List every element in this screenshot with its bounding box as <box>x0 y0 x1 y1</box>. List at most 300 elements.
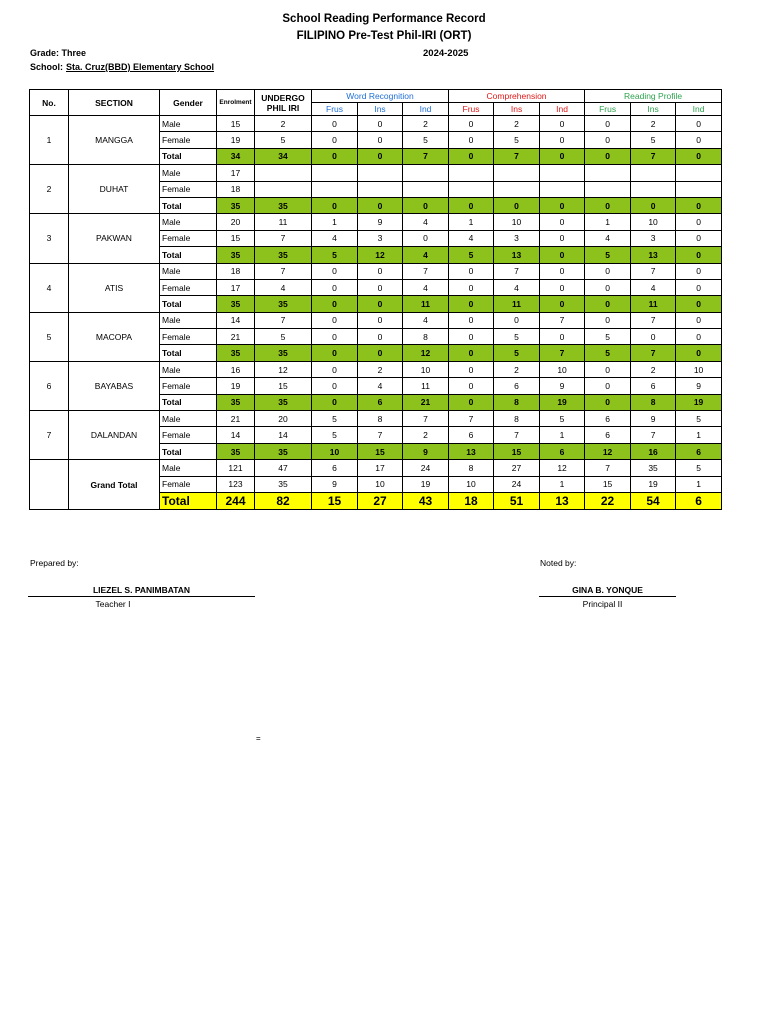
gender-cell: Female <box>160 181 217 197</box>
value-cell: 10 <box>449 476 494 492</box>
header-wr-ins: Ins <box>358 103 403 116</box>
value-cell: 7 <box>358 427 403 443</box>
value-cell: 14 <box>217 312 255 328</box>
value-cell: 4 <box>403 312 449 328</box>
value-cell: 0 <box>585 312 631 328</box>
value-cell: 0 <box>449 329 494 345</box>
value-cell: 22 <box>585 492 631 509</box>
section-name: BAYABAS <box>69 361 160 410</box>
value-cell: 11 <box>494 296 540 312</box>
value-cell <box>449 181 494 197</box>
value-cell: 5 <box>312 427 358 443</box>
school-line <box>30 62 214 72</box>
prepared-by-role: Teacher I <box>95 599 131 609</box>
value-cell: 14 <box>255 427 312 443</box>
value-cell: 0 <box>312 312 358 328</box>
value-cell: 2 <box>631 361 676 377</box>
reading-record-table <box>29 89 722 510</box>
value-cell: 20 <box>255 411 312 427</box>
value-cell: 5 <box>449 247 494 263</box>
value-cell: 35 <box>255 296 312 312</box>
value-cell: 27 <box>358 492 403 509</box>
report-subtitle: FILIPINO Pre-Test Phil-IRI (ORT) <box>296 30 472 42</box>
value-cell: 1 <box>449 214 494 230</box>
value-cell: 0 <box>585 296 631 312</box>
value-cell: 11 <box>403 378 449 394</box>
section-name: MANGGA <box>69 116 160 165</box>
value-cell: 0 <box>540 263 585 279</box>
value-cell: 19 <box>217 378 255 394</box>
value-cell: 0 <box>540 230 585 246</box>
header-gender: Gender <box>160 90 217 116</box>
gender-cell: Female <box>160 279 217 295</box>
value-cell: 35 <box>217 394 255 410</box>
value-cell <box>403 181 449 197</box>
value-cell: 15 <box>217 116 255 132</box>
value-cell: 8 <box>494 411 540 427</box>
value-cell: 0 <box>358 279 403 295</box>
value-cell: 21 <box>403 394 449 410</box>
value-cell: 1 <box>540 427 585 443</box>
value-cell: 0 <box>494 312 540 328</box>
value-cell: 0 <box>449 263 494 279</box>
value-cell: 0 <box>358 116 403 132</box>
value-cell: 5 <box>312 247 358 263</box>
value-cell: 14 <box>217 427 255 443</box>
value-cell: 21 <box>217 329 255 345</box>
value-cell: 0 <box>631 197 676 213</box>
section-number: 1 <box>30 116 69 165</box>
value-cell: 18 <box>449 492 494 509</box>
value-cell: 0 <box>676 148 722 164</box>
value-cell: 15 <box>358 443 403 459</box>
value-cell: 8 <box>494 394 540 410</box>
school-name: Sta. Cruz(BBD) Elementary School <box>66 62 215 72</box>
value-cell: 35 <box>255 247 312 263</box>
value-cell: 4 <box>494 279 540 295</box>
value-cell: 15 <box>494 443 540 459</box>
value-cell: 35 <box>217 247 255 263</box>
value-cell: 0 <box>676 263 722 279</box>
value-cell: 0 <box>449 197 494 213</box>
school-label: School: <box>30 62 63 72</box>
value-cell: 0 <box>312 329 358 345</box>
value-cell: 6 <box>585 411 631 427</box>
value-cell: 3 <box>358 230 403 246</box>
header-word-recognition: Word Recognition <box>312 90 449 103</box>
value-cell: 2 <box>403 116 449 132</box>
value-cell: 82 <box>255 492 312 509</box>
value-cell <box>585 181 631 197</box>
value-cell: 17 <box>217 165 255 181</box>
value-cell: 0 <box>540 279 585 295</box>
value-cell <box>585 165 631 181</box>
value-cell: 12 <box>540 460 585 476</box>
gender-cell: Total <box>160 296 217 312</box>
value-cell: 1 <box>540 476 585 492</box>
value-cell: 0 <box>585 361 631 377</box>
value-cell: 13 <box>494 247 540 263</box>
gender-cell: Male <box>160 263 217 279</box>
prepared-by-name: LIEZEL S. PANIMBATAN <box>28 585 255 597</box>
value-cell: 12 <box>255 361 312 377</box>
value-cell: 0 <box>403 197 449 213</box>
header-comp-frus: Frus <box>449 103 494 116</box>
value-cell: 1 <box>312 214 358 230</box>
value-cell: 6 <box>631 378 676 394</box>
value-cell: 5 <box>585 247 631 263</box>
section-number: 4 <box>30 263 69 312</box>
value-cell: 0 <box>449 378 494 394</box>
gender-cell: Total <box>160 197 217 213</box>
value-cell: 9 <box>403 443 449 459</box>
value-cell: 4 <box>403 247 449 263</box>
value-cell: 2 <box>255 116 312 132</box>
value-cell: 35 <box>255 476 312 492</box>
section-name: DALANDAN <box>69 411 160 460</box>
value-cell: 0 <box>358 263 403 279</box>
value-cell: 5 <box>676 460 722 476</box>
gender-cell: Male <box>160 165 217 181</box>
table-row <box>30 165 722 181</box>
header-rp-ins: Ins <box>631 103 676 116</box>
value-cell: 8 <box>358 411 403 427</box>
table-row <box>30 263 722 279</box>
value-cell: 0 <box>585 378 631 394</box>
value-cell <box>312 181 358 197</box>
value-cell: 0 <box>449 148 494 164</box>
table-row <box>30 214 722 230</box>
value-cell: 0 <box>312 361 358 377</box>
value-cell: 7 <box>403 148 449 164</box>
value-cell: 13 <box>631 247 676 263</box>
value-cell: 10 <box>540 361 585 377</box>
value-cell <box>676 181 722 197</box>
value-cell: 0 <box>312 116 358 132</box>
value-cell: 0 <box>676 197 722 213</box>
value-cell: 7 <box>631 312 676 328</box>
value-cell: 5 <box>403 132 449 148</box>
section-name: PAKWAN <box>69 214 160 263</box>
value-cell: 35 <box>631 460 676 476</box>
value-cell: 4 <box>585 230 631 246</box>
value-cell: 10 <box>403 361 449 377</box>
value-cell <box>676 165 722 181</box>
value-cell: 0 <box>676 132 722 148</box>
value-cell: 0 <box>631 329 676 345</box>
prepared-by-label: Prepared by: <box>30 558 79 568</box>
value-cell: 43 <box>403 492 449 509</box>
value-cell: 0 <box>358 197 403 213</box>
value-cell: 7 <box>631 345 676 361</box>
value-cell: 1 <box>585 214 631 230</box>
value-cell <box>358 181 403 197</box>
section-name: ATIS <box>69 263 160 312</box>
value-cell: 6 <box>312 460 358 476</box>
value-cell: 8 <box>403 329 449 345</box>
table-row <box>30 411 722 427</box>
value-cell: 7 <box>631 263 676 279</box>
gender-cell: Total <box>160 443 217 459</box>
header-section: SECTION <box>69 90 160 116</box>
gender-cell: Male <box>160 361 217 377</box>
value-cell: 19 <box>676 394 722 410</box>
header-no: No. <box>30 90 69 116</box>
value-cell: 1 <box>676 476 722 492</box>
value-cell: 7 <box>631 427 676 443</box>
value-cell: 5 <box>255 132 312 148</box>
section-number: 2 <box>30 165 69 214</box>
gender-cell: Total <box>160 345 217 361</box>
value-cell: 10 <box>494 214 540 230</box>
header-comp-ind: Ind <box>540 103 585 116</box>
section-number: 3 <box>30 214 69 263</box>
value-cell: 0 <box>358 132 403 148</box>
table-row <box>30 312 722 328</box>
value-cell: 7 <box>449 411 494 427</box>
gender-cell: Female <box>160 476 217 492</box>
value-cell: 6 <box>585 427 631 443</box>
value-cell: 0 <box>540 132 585 148</box>
value-cell: 6 <box>676 443 722 459</box>
value-cell <box>631 165 676 181</box>
header-enrolment: Enrolment <box>217 90 255 116</box>
value-cell: 24 <box>403 460 449 476</box>
section-name: DUHAT <box>69 165 160 214</box>
value-cell: 0 <box>494 197 540 213</box>
value-cell: 27 <box>494 460 540 476</box>
value-cell: 0 <box>358 312 403 328</box>
value-cell: 20 <box>217 214 255 230</box>
gender-cell: Total <box>160 247 217 263</box>
value-cell: 11 <box>255 214 312 230</box>
value-cell: 7 <box>494 427 540 443</box>
value-cell: 19 <box>217 132 255 148</box>
value-cell: 0 <box>312 132 358 148</box>
value-cell: 4 <box>449 230 494 246</box>
value-cell <box>312 165 358 181</box>
value-cell: 5 <box>494 132 540 148</box>
value-cell: 121 <box>217 460 255 476</box>
value-cell: 5 <box>494 345 540 361</box>
value-cell: 3 <box>631 230 676 246</box>
value-cell: 0 <box>449 279 494 295</box>
value-cell: 0 <box>358 345 403 361</box>
value-cell <box>540 181 585 197</box>
value-cell: 8 <box>449 460 494 476</box>
gender-cell: Female <box>160 329 217 345</box>
header-reading-profile: Reading Profile <box>585 90 722 103</box>
value-cell: 2 <box>358 361 403 377</box>
gender-cell: Male <box>160 411 217 427</box>
value-cell: 4 <box>358 378 403 394</box>
value-cell: 0 <box>312 279 358 295</box>
value-cell: 15 <box>217 230 255 246</box>
header-rp-frus: Frus <box>585 103 631 116</box>
header-comp-ins: Ins <box>494 103 540 116</box>
value-cell: 13 <box>449 443 494 459</box>
value-cell <box>449 165 494 181</box>
value-cell: 0 <box>449 116 494 132</box>
value-cell: 4 <box>631 279 676 295</box>
value-cell <box>255 181 312 197</box>
value-cell: 21 <box>217 411 255 427</box>
value-cell: 6 <box>358 394 403 410</box>
noted-by-role: Principal II <box>582 599 623 609</box>
value-cell: 24 <box>494 476 540 492</box>
value-cell: 0 <box>585 132 631 148</box>
gender-cell: Total <box>160 492 217 509</box>
value-cell: 12 <box>403 345 449 361</box>
value-cell: 0 <box>358 329 403 345</box>
value-cell: 0 <box>540 116 585 132</box>
value-cell: 0 <box>676 230 722 246</box>
value-cell: 0 <box>676 214 722 230</box>
value-cell: 7 <box>403 263 449 279</box>
value-cell: 0 <box>449 132 494 148</box>
value-cell: 18 <box>217 263 255 279</box>
value-cell: 16 <box>217 361 255 377</box>
school-year: 2024-2025 <box>423 48 469 59</box>
value-cell: 0 <box>449 361 494 377</box>
value-cell: 0 <box>676 116 722 132</box>
value-cell: 15 <box>312 492 358 509</box>
value-cell: 13 <box>540 492 585 509</box>
value-cell: 10 <box>631 214 676 230</box>
value-cell: 0 <box>449 345 494 361</box>
value-cell <box>255 165 312 181</box>
grand-total-label: Grand Total <box>69 460 160 510</box>
value-cell: 17 <box>217 279 255 295</box>
value-cell: 5 <box>585 329 631 345</box>
value-cell <box>358 165 403 181</box>
gender-cell: Female <box>160 132 217 148</box>
value-cell: 0 <box>540 197 585 213</box>
table-row <box>30 116 722 132</box>
gender-cell: Female <box>160 230 217 246</box>
value-cell: 4 <box>312 230 358 246</box>
value-cell: 51 <box>494 492 540 509</box>
value-cell: 7 <box>255 312 312 328</box>
value-cell: 6 <box>494 378 540 394</box>
value-cell: 1 <box>676 427 722 443</box>
value-cell: 10 <box>312 443 358 459</box>
value-cell: 0 <box>676 296 722 312</box>
value-cell: 0 <box>585 116 631 132</box>
value-cell: 0 <box>312 345 358 361</box>
gender-cell: Total <box>160 394 217 410</box>
value-cell: 2 <box>403 427 449 443</box>
header-rp-ind: Ind <box>676 103 722 116</box>
report-title: School Reading Performance Record <box>282 13 486 25</box>
value-cell: 9 <box>631 411 676 427</box>
grand-total-number-cell <box>30 460 69 510</box>
value-cell: 5 <box>255 329 312 345</box>
value-cell: 35 <box>255 345 312 361</box>
value-cell: 0 <box>358 296 403 312</box>
value-cell: 15 <box>255 378 312 394</box>
value-cell: 7 <box>540 345 585 361</box>
value-cell <box>494 165 540 181</box>
value-cell: 0 <box>540 247 585 263</box>
section-name: MACOPA <box>69 312 160 361</box>
value-cell: 7 <box>631 148 676 164</box>
value-cell: 0 <box>540 296 585 312</box>
value-cell: 7 <box>255 263 312 279</box>
value-cell: 35 <box>217 345 255 361</box>
value-cell: 0 <box>312 263 358 279</box>
value-cell: 0 <box>312 197 358 213</box>
value-cell: 0 <box>585 263 631 279</box>
grade-label: Grade: Three <box>30 48 87 58</box>
value-cell: 5 <box>540 411 585 427</box>
value-cell: 0 <box>540 148 585 164</box>
value-cell: 5 <box>312 411 358 427</box>
section-number: 5 <box>30 312 69 361</box>
value-cell: 4 <box>255 279 312 295</box>
value-cell: 2 <box>494 116 540 132</box>
table-row <box>30 460 722 476</box>
value-cell: 9 <box>540 378 585 394</box>
value-cell: 6 <box>449 427 494 443</box>
value-cell: 0 <box>540 329 585 345</box>
stray-mark: = <box>256 734 261 743</box>
value-cell: 17 <box>358 460 403 476</box>
value-cell: 0 <box>585 148 631 164</box>
value-cell: 0 <box>358 148 403 164</box>
value-cell: 0 <box>585 394 631 410</box>
value-cell: 6 <box>676 492 722 509</box>
value-cell: 19 <box>540 394 585 410</box>
value-cell: 4 <box>403 214 449 230</box>
value-cell: 5 <box>631 132 676 148</box>
value-cell: 0 <box>676 312 722 328</box>
value-cell: 34 <box>217 148 255 164</box>
value-cell: 0 <box>403 230 449 246</box>
value-cell: 7 <box>403 411 449 427</box>
noted-by-name: GINA B. YONQUE <box>539 585 676 597</box>
value-cell: 0 <box>312 148 358 164</box>
value-cell <box>403 165 449 181</box>
header-wr-frus: Frus <box>312 103 358 116</box>
value-cell <box>494 181 540 197</box>
gender-cell: Female <box>160 378 217 394</box>
value-cell: 123 <box>217 476 255 492</box>
value-cell: 0 <box>449 296 494 312</box>
value-cell: 5 <box>585 345 631 361</box>
value-cell: 2 <box>631 116 676 132</box>
value-cell: 10 <box>676 361 722 377</box>
value-cell: 18 <box>217 181 255 197</box>
value-cell: 0 <box>676 279 722 295</box>
value-cell: 0 <box>676 345 722 361</box>
table-row <box>30 361 722 377</box>
value-cell: 7 <box>255 230 312 246</box>
value-cell: 0 <box>585 279 631 295</box>
section-number: 6 <box>30 361 69 410</box>
header-comprehension: Comprehension <box>449 90 585 103</box>
value-cell: 54 <box>631 492 676 509</box>
value-cell: 34 <box>255 148 312 164</box>
value-cell: 244 <box>217 492 255 509</box>
value-cell: 19 <box>403 476 449 492</box>
gender-cell: Total <box>160 148 217 164</box>
value-cell: 0 <box>312 394 358 410</box>
value-cell: 12 <box>358 247 403 263</box>
value-cell: 10 <box>358 476 403 492</box>
value-cell: 35 <box>217 197 255 213</box>
value-cell: 0 <box>449 394 494 410</box>
